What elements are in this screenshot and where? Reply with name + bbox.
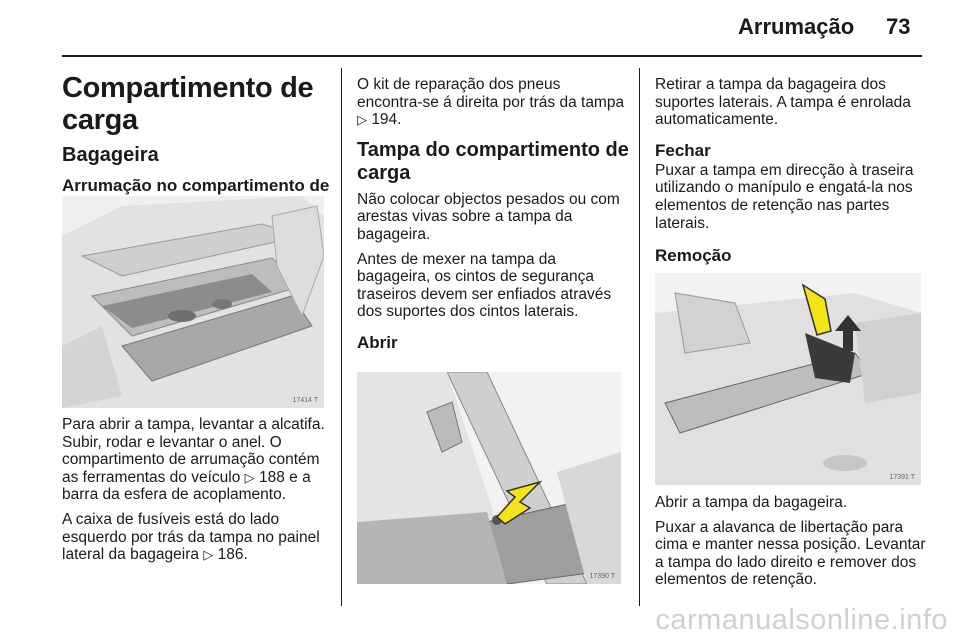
column-2 [357,76,629,356]
open-cover-figure [357,372,621,584]
paragraph-text: A caixa de fusíveis está do lado esquerdo por trás da tampa no painel lateral da bagageira [62,510,320,564]
subsection-title: Bagageira [62,144,159,166]
paragraph: Não colocar objectos pesados ou com arestas vivas sobre a tampa da bagageira. [357,190,620,243]
page-reference-icon: ▷ [357,112,367,128]
column-divider-1 [341,68,342,606]
paragraph: Puxar a alavanca de libertação para cima e manter nessa posição. Levantar a tampa do lado direito e remover dos elementos de retenção. [655,518,926,589]
paragraph: Puxar a tampa em direcção à traseira utilizando o manípulo e engatá-la nos elementos de retenção nas partes laterais. [655,161,914,232]
paragraph [357,76,629,129]
paragraph [62,511,332,564]
paragraph: Abrir a tampa da bagageira. [655,494,848,511]
storage-compartment-illustration [62,196,324,408]
figure-code: 17390 T [589,573,615,580]
subsection-heading: Arrumação no compartimento de [62,176,330,195]
paragraph-text: Para abrir a tampa, levantar a alcatifa. Subir, rodar e levantar o anel. O compartimento de arrumação contém as ferramentas do veículo [62,416,325,486]
page-reference-icon: ▷ [244,469,255,485]
cover-removal-figure [655,273,921,485]
page-reference-icon: ▷ [203,547,214,563]
subsection-heading: Abrir [357,332,398,352]
storage-compartment-figure [62,196,324,408]
header-rule [62,55,922,57]
section-heading: Tampa do compartimento de carga [357,138,629,184]
watermark: carmanualsonline.info [655,604,948,636]
page-reference-text: 194. [371,111,402,129]
paragraph [62,416,332,504]
column-3-body [655,494,930,596]
page-reference-text: 186. [217,546,248,564]
column-3 [655,76,930,269]
section-title: Compartimento de carga [62,72,314,136]
column-1-body [62,416,332,571]
paragraph-text: O kit de reparação dos pneus encontra-se á direita por trás da tampa [357,76,625,111]
subsection-heading: Remoção [655,246,732,266]
paragraph: Retirar a tampa da bagageira dos suportes laterais. A tampa é enrolada automaticamente. [655,76,911,129]
column-divider-2 [639,68,640,606]
running-header-section: Arrumação [738,14,855,39]
figure-code: 17414 T [292,397,318,404]
page-number: 73 [886,14,911,39]
paragraph: Antes de mexer na tampa da bagageira, os cintos de segurança traseiros devem ser enfiados através dos suportes dos cintos laterais. [357,250,612,321]
page-reference-text: 188 e a barra da esfera de acoplamento. [62,468,311,504]
subsection-heading: Fechar [655,140,711,160]
figure-code: 17391 T [889,474,915,481]
open-cover-illustration [357,372,621,584]
cover-removal-illustration [655,273,921,485]
